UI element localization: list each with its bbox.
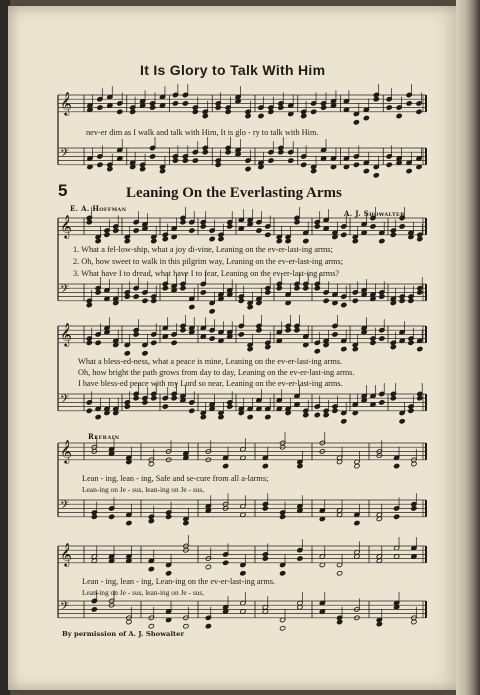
note-head [321, 105, 327, 110]
bass-clef-icon: 𝄢 [60, 600, 70, 616]
note-head [162, 286, 168, 291]
note-head [192, 158, 198, 163]
note-head [189, 408, 195, 413]
note-head [379, 336, 385, 341]
note-head [411, 506, 417, 511]
note-head [151, 340, 157, 345]
verse2-line1: 2. Oh, how sweet to walk in this pilgrim way, Leaning on the ev-er-last-ing arms; [73, 257, 344, 266]
bass-clef-icon: 𝄢 [60, 147, 70, 163]
note-head [265, 414, 271, 419]
note-head [205, 624, 211, 629]
note-head [363, 168, 369, 173]
verse2-line2: Oh, how bright the path grows from day to day, Leaning on the ev-er-last-ing arms. [78, 368, 355, 377]
note-head [294, 220, 300, 225]
note-head [148, 566, 154, 571]
note-head [91, 607, 97, 612]
refrain2-bass-lyric: Lean-ing on Je - sus, lean-ing on Je - sus, [82, 588, 205, 597]
note-head [205, 564, 211, 569]
note-head [417, 290, 423, 295]
verse3-line2: I have bless-ed peace with my Lord so near, Leaning on the ev-er-last-ing arms. [78, 379, 343, 388]
note-head [268, 109, 274, 114]
note-head [352, 238, 358, 243]
note-head [166, 571, 172, 576]
note-head [262, 506, 268, 511]
note-head [352, 346, 358, 351]
note-head [379, 238, 385, 243]
note-head [180, 220, 186, 225]
hymn-title-main: Leaning On the Everlasting Arms [126, 185, 342, 201]
note-head [386, 105, 392, 110]
note-head [353, 120, 359, 125]
treble-staff [58, 315, 426, 356]
note-head [406, 168, 412, 173]
note-head [256, 328, 262, 333]
note-head [297, 463, 303, 468]
note-head [183, 624, 189, 629]
note-head [278, 105, 284, 110]
note-head [150, 105, 156, 110]
note-head [171, 340, 177, 345]
note-head [238, 298, 244, 303]
note-head [97, 105, 103, 110]
verse3-line1: 3. What have I to dread, what have I to fear, Leaning on the ev-er-last-ing arms? [73, 269, 340, 278]
note-head [162, 404, 168, 409]
verse1-line1: 1. What a fel-low-ship, what a joy di-vine, Leaning on the ev-er-last-ing arms; [73, 245, 333, 254]
note-head [133, 396, 139, 401]
note-head [166, 514, 172, 519]
note-head [142, 400, 148, 405]
note-head [182, 101, 188, 106]
note-head [394, 463, 400, 468]
note-head [140, 166, 146, 171]
note-head [337, 619, 343, 624]
note-head [91, 514, 97, 519]
note-head [171, 396, 177, 401]
note-head [124, 294, 130, 299]
note-head [373, 173, 379, 178]
music-credit: A. J. Showalter [344, 209, 405, 218]
note-head [240, 571, 246, 576]
note-head [363, 115, 369, 120]
note-head [406, 101, 412, 106]
note-head [133, 228, 139, 233]
note-head [265, 232, 271, 237]
note-head [341, 232, 347, 237]
note-head [411, 461, 417, 466]
note-head [417, 396, 423, 401]
note-head [95, 238, 101, 243]
treble-staff [58, 535, 426, 576]
note-head [314, 412, 320, 417]
note-head [218, 236, 224, 241]
note-head [209, 236, 215, 241]
note-head [180, 286, 186, 291]
note-head [97, 162, 103, 167]
note-head [294, 328, 300, 333]
note-head [285, 238, 291, 243]
note-head [200, 224, 206, 229]
note-head [209, 336, 215, 341]
note-head [280, 571, 286, 576]
note-head [417, 236, 423, 241]
note-head [258, 113, 264, 118]
bass-staff [58, 493, 426, 526]
note-head [376, 621, 382, 626]
note-head [200, 290, 206, 295]
note-head [408, 408, 414, 413]
verse1-line2: What a bless-ed-ness, what a peace is mine, Leaning on the ev-er-last-ing arms. [78, 357, 343, 366]
note-head [86, 302, 92, 307]
note-head [124, 404, 130, 409]
note-head [180, 328, 186, 333]
note-head [151, 396, 157, 401]
note-head [247, 346, 253, 351]
note-head [223, 560, 229, 565]
note-head [218, 414, 224, 419]
refrain2-lyric: Lean - ing, lean - ing, Lean-ing on the ev-er-last-ing arms. [82, 577, 276, 586]
treble-clef-icon: 𝄞 [60, 214, 72, 238]
note-head [370, 224, 376, 229]
note-head [390, 396, 396, 401]
note-head [280, 626, 286, 631]
note-head [354, 463, 360, 468]
note-head [280, 514, 286, 519]
note-head [416, 109, 422, 114]
note-head [192, 109, 198, 114]
note-head [202, 150, 208, 155]
note-head [215, 162, 221, 167]
note-head [294, 286, 300, 291]
note-head [124, 351, 130, 356]
note-head [408, 298, 414, 303]
note-head [311, 109, 317, 114]
refrain1-lyric: Lean - ing, lean - ing, Safe and se-cure from all a-larms; [82, 474, 269, 483]
note-head [126, 619, 132, 624]
note-head [303, 412, 309, 417]
bass-clef-icon: 𝄢 [60, 283, 70, 299]
note-head [183, 520, 189, 525]
note-head [288, 158, 294, 163]
note-head [182, 158, 188, 163]
note-head [276, 286, 282, 291]
note-head [323, 298, 329, 303]
bass-staff [58, 383, 426, 424]
note-head [314, 224, 320, 229]
bass-staff [58, 273, 426, 314]
note-head [95, 290, 101, 295]
note-head [148, 624, 154, 629]
note-head [399, 419, 405, 424]
note-head [209, 309, 215, 314]
note-head [124, 238, 130, 243]
note-head [314, 349, 320, 354]
note-head [247, 414, 253, 419]
treble-clef-icon: 𝄞 [60, 439, 72, 463]
note-head [314, 286, 320, 291]
note-head [189, 228, 195, 233]
note-head [107, 166, 113, 171]
note-head [189, 304, 195, 309]
hymn-title-top: It Is Glory to Talk With Him [140, 62, 326, 78]
note-head [159, 168, 165, 173]
note-head [142, 298, 148, 303]
note-head [379, 294, 385, 299]
note-head [396, 113, 402, 118]
note-head [117, 109, 123, 114]
note-head [148, 518, 154, 523]
note-head [417, 346, 423, 351]
note-head [133, 332, 139, 337]
note-head [301, 113, 307, 118]
note-head [265, 290, 271, 295]
note-head [245, 166, 251, 171]
note-head [215, 105, 221, 110]
note-head [142, 351, 148, 356]
note-head [227, 404, 233, 409]
note-head [353, 162, 359, 167]
note-head [352, 298, 358, 303]
note-head [245, 113, 251, 118]
note-head [113, 228, 119, 233]
note-head [130, 109, 136, 114]
note-head [354, 520, 360, 525]
bass-staff [58, 137, 426, 178]
note-head [265, 344, 271, 349]
note-head [151, 298, 157, 303]
note-head [278, 150, 284, 155]
note-head [341, 419, 347, 424]
note-head [172, 158, 178, 163]
note-head [200, 414, 206, 419]
note-head [373, 97, 379, 102]
note-head [95, 340, 101, 345]
note-head [394, 514, 400, 519]
note-head [227, 224, 233, 229]
hymn-number: 5 [58, 181, 68, 200]
bass-clef-icon: 𝄢 [60, 499, 70, 515]
note-head [247, 304, 253, 309]
note-head [104, 232, 110, 237]
note-head [126, 520, 132, 525]
note-head [411, 619, 417, 624]
note-head [370, 340, 376, 345]
note-head [86, 408, 92, 413]
lyric-line-top: nev-er dim as I walk and talk with Him, It is glo - ry to talk with Him. [86, 128, 319, 137]
note-head [311, 168, 317, 173]
note-head [303, 238, 309, 243]
refrain-label: Refrain [88, 432, 120, 441]
note-head [223, 463, 229, 468]
words-credit: E. A. Hoffman [70, 204, 127, 213]
note-head [276, 238, 282, 243]
note-head [202, 113, 208, 118]
note-head [399, 298, 405, 303]
note-head [390, 232, 396, 237]
treble-clef-icon: 𝄞 [60, 542, 72, 566]
permission-footer: By permission of A. J. Showalter [62, 630, 185, 638]
note-head [303, 286, 309, 291]
note-head [379, 400, 385, 405]
note-head [262, 556, 268, 561]
note-head [133, 294, 139, 299]
note-head [408, 340, 414, 345]
treble-clef-icon: 𝄞 [60, 91, 72, 115]
treble-staff [58, 84, 426, 125]
note-head [285, 328, 291, 333]
note-head [262, 463, 268, 468]
note-head [238, 332, 244, 337]
note-head [150, 154, 156, 159]
note-head [341, 302, 347, 307]
note-head [225, 150, 231, 155]
note-head [337, 571, 343, 576]
note-head [332, 332, 338, 337]
note-head [225, 109, 231, 114]
note-head [390, 344, 396, 349]
note-head [148, 461, 154, 466]
note-head [399, 224, 405, 229]
note-head [109, 514, 115, 519]
note-head [323, 412, 329, 417]
note-head [86, 340, 92, 345]
note-head [86, 220, 92, 225]
note-head [332, 408, 338, 413]
note-head [151, 238, 157, 243]
note-head [297, 556, 303, 561]
note-head [172, 101, 178, 106]
note-head [162, 236, 168, 241]
note-head [301, 162, 307, 167]
treble-clef-icon: 𝄞 [60, 322, 72, 346]
bass-clef-icon: 𝄢 [60, 393, 70, 409]
refrain1-bass-lyric: Lean-ing on Je - sus, lean-ing on Je - sus, [82, 485, 205, 494]
note-head [341, 346, 347, 351]
note-head [95, 414, 101, 419]
note-head [386, 162, 392, 167]
note-head [256, 228, 262, 233]
note-head [268, 158, 274, 163]
